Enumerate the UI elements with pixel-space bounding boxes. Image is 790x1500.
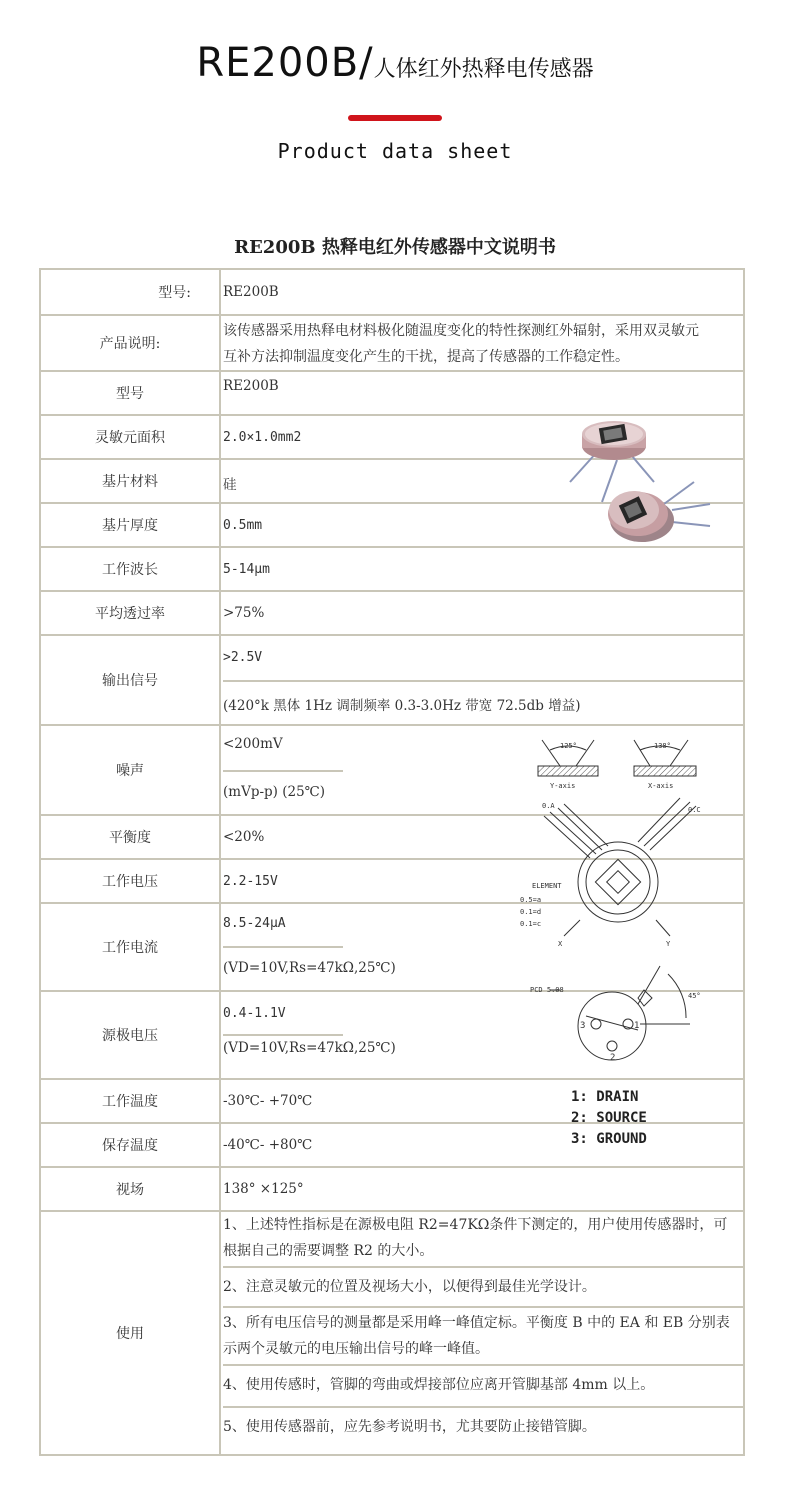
row-label: 型号 [41,372,221,414]
main-title [0,40,790,86]
row-label: 基片材料 [41,460,221,502]
row-fov [41,1168,743,1212]
accent-divider [348,115,442,121]
row-value: RE200B [223,284,279,300]
pin-legend [571,1087,647,1150]
pin-2-label: 2 [610,1053,616,1063]
row-divider [223,770,343,772]
row-value: 硅 [223,477,237,493]
row-label: 视场 [41,1168,221,1210]
pin-3-label: 3 [580,1021,586,1031]
bottom-view-diagram [550,966,690,1060]
row-transmittance [41,592,743,636]
usage-note-3-line2: 示两个灵敏元的电压输出信号的峰一峰值。 [223,1341,489,1357]
usage-note-1-line1: 1、上述特性指标是在源极电阻 R2=47KΩ条件下测定的，用户使用传感器时，可 [223,1217,728,1233]
row-label: 工作温度 [41,1080,221,1122]
row-label: 平均透过率 [41,592,221,634]
axis-y-label: Y-axis [550,782,576,790]
row-label: 保存温度 [41,1124,221,1166]
row-label: 产品说明: [41,316,221,370]
row-label: 平衡度 [41,816,221,858]
page-header [0,0,790,220]
angle-45-label: 45° [688,992,701,1000]
row-value-primary: 8.5-24μA [223,916,286,931]
outline-diagram [520,728,720,1068]
pcd-label: PCD 5.08 [530,986,564,994]
row-label: 工作波长 [41,548,221,590]
row-divider [223,680,743,682]
document-title: RE200B 热释电红外传感器中文说明书 [234,237,556,258]
usage-note-3-line1: 3、所有电压信号的测量都是采用峰一峰值定标。平衡度 B 中的 EA 和 EB 分别表 [223,1315,730,1331]
usage-note-1-line2: 根据自己的需要调整 R2 的大小。 [223,1243,434,1259]
x-axis-marker: X [558,940,563,948]
row-value: 5-14μm [223,562,270,577]
description-line2: 互补方法抑制温度变化产生的干扰，提高了传感器的工作稳定性。 [223,349,629,365]
y-axis-marker: Y [666,940,671,948]
row-usage [41,1212,743,1454]
element-label: ELEMENT [532,882,562,890]
row-label: 输出信号 [41,636,221,724]
row-label: 工作电压 [41,860,221,902]
subtitle: Product data sheet [277,139,513,163]
dim-2: 0.1=d [520,908,542,916]
row-label: 型号: [41,270,221,314]
row-value-secondary: (VD=10V,Rs=47kΩ,25℃) [223,960,396,976]
dim-a-label: 0.A [542,802,555,810]
sensor-bottom [608,482,710,542]
row-divider [223,1364,743,1366]
row-value: >75% [223,605,265,621]
angle-y-label: 125° [560,742,577,750]
row-description [41,316,743,372]
row-value: 2.2-15V [223,874,278,889]
usage-note-4: 4、使用传感时，管脚的弯曲或焊接部位应离开管脚基部 4mm 以上。 [223,1377,655,1393]
pin-source: 2: SOURCE [571,1110,647,1126]
row-divider [223,1266,743,1268]
row-label: 使用 [41,1212,221,1454]
usage-note-5: 5、使用传感器前，应先参考说明书，尤其要防止接错管脚。 [223,1419,596,1435]
row-divider [223,1406,743,1408]
row-output-signal [41,636,743,726]
sensor-top [570,421,654,502]
dim-c-label: 0.C [688,806,701,814]
row-label: 灵敏元面积 [41,416,221,458]
row-value: 0.5mm [223,518,263,533]
row-label: 基片厚度 [41,504,221,546]
row-value: 138° ×125° [223,1181,304,1197]
row-divider [223,1306,743,1308]
row-value: <20% [223,829,265,845]
row-value: 2.0×1.0mm2 [223,430,302,445]
row-value-primary: 0.4-1.1V [223,1006,286,1021]
pin-ground: 3: GROUND [571,1131,647,1147]
row-divider [223,1034,343,1036]
description-line1: 该传感器采用热释电材料极化随温度变化的特性探测红外辐射，采用双灵敏元 [223,323,699,339]
row-label: 源极电压 [41,992,221,1078]
row-wavelength [41,548,743,592]
sensor-photo [562,412,716,550]
row-value-primary: >2.5V [223,650,263,665]
row-value-secondary: (VD=10V,Rs=47kΩ,25℃) [223,1040,396,1056]
main-title-model: RE200B/ [196,40,374,86]
row-divider [223,946,343,948]
row-value-secondary: (mVp-p) (25℃) [223,784,326,800]
row-value: -40℃- +80℃ [223,1137,313,1153]
row-label: 噪声 [41,726,221,814]
top-view-diagram [544,798,696,936]
dim-1: 0.5=a [520,896,542,904]
angle-x-label: 138° [654,742,671,750]
row-value-secondary: (420°k 黑体 1Hz 调制频率 0.3-3.0Hz 带宽 72.5db 增益) [223,698,581,714]
row-model-top [41,270,743,316]
pin-drain: 1: DRAIN [571,1089,639,1105]
axis-x-label: X-axis [648,782,674,790]
row-model [41,372,743,416]
dim-3: 0.1=c [520,920,542,928]
usage-note-2: 2、注意灵敏元的位置及视场大小，以便得到最佳光学设计。 [223,1279,596,1295]
row-value: RE200B [223,378,279,394]
row-value: -30℃- +70℃ [223,1093,313,1109]
row-value-primary: <200mV [223,736,283,752]
main-title-cn: 人体红外热释电传感器 [373,57,594,82]
pin-1-label: 1 [634,1021,640,1031]
row-label: 工作电流 [41,904,221,990]
